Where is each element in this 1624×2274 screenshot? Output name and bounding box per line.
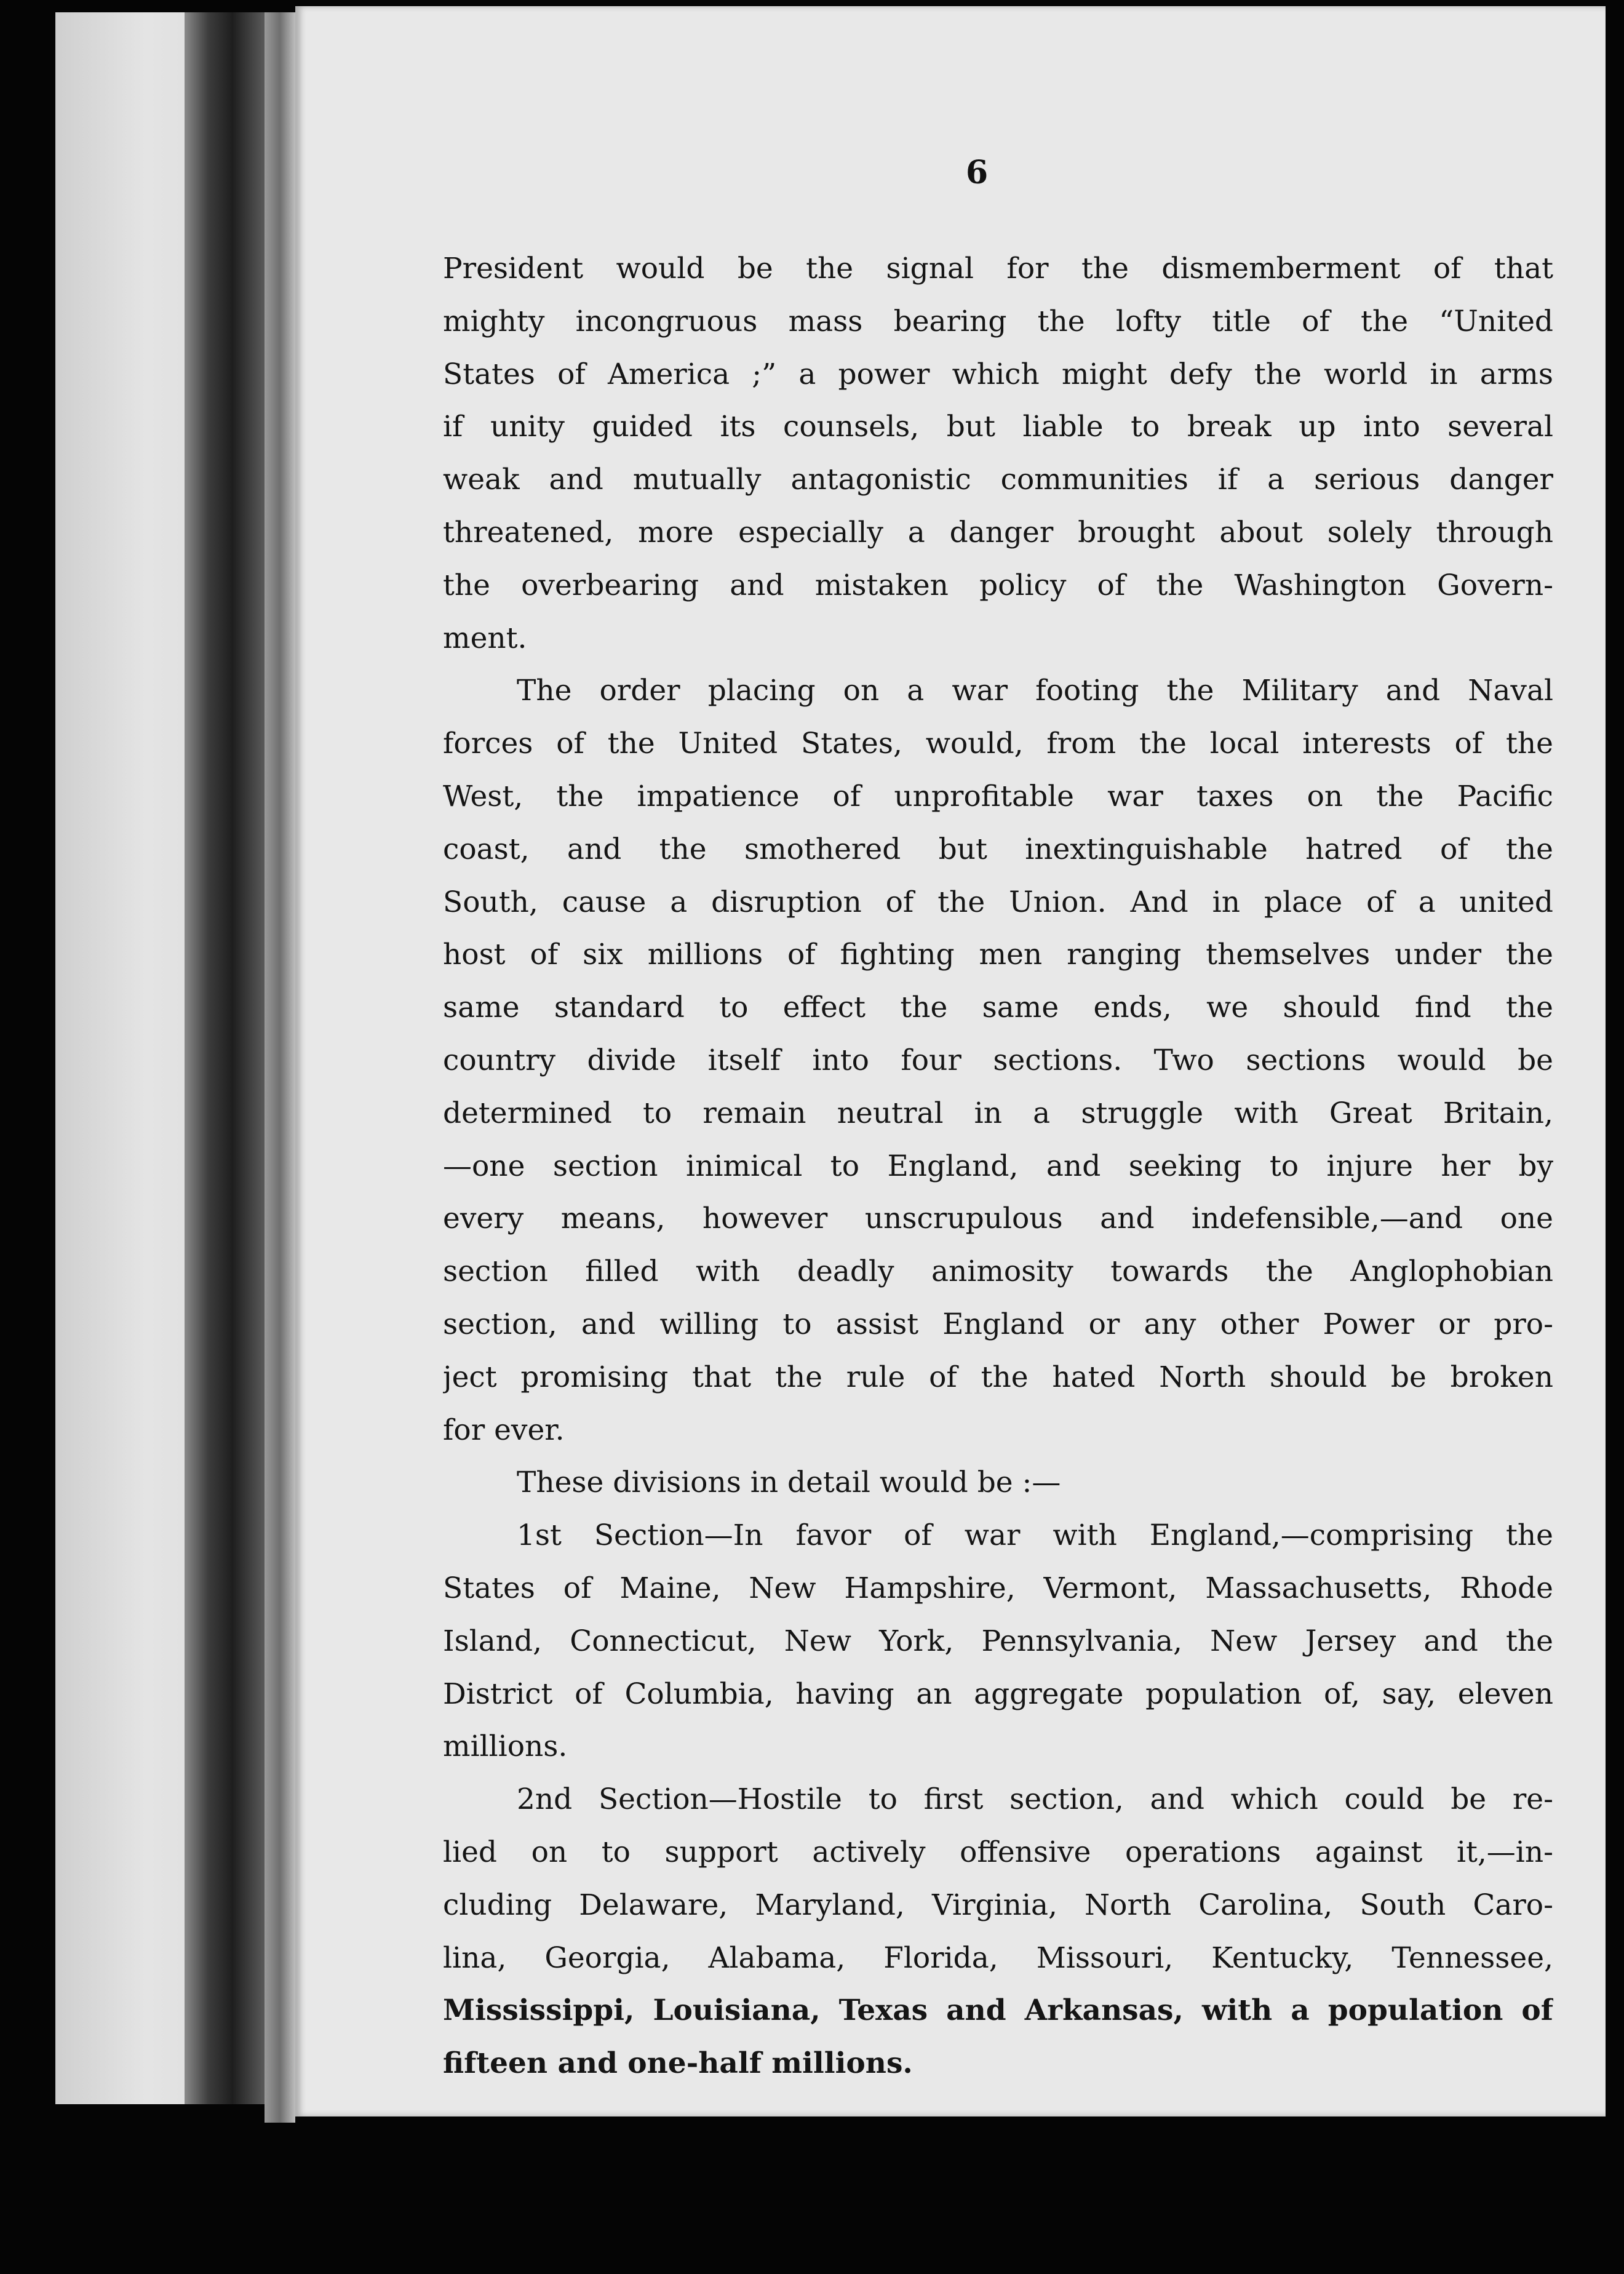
text-line: President would be the signal for the dismemberment of that [443,252,1553,285]
text-line: fifteen and one-half millions. [443,2046,913,2081]
text-line: Island, Connecticut, New York, Pennsylvania, New Jersey and the [443,1624,1553,1658]
text-line: cluding Delaware, Maryland, Virginia, North Carolina, South Caro- [443,1888,1553,1922]
text-line: millions. [443,1729,568,1764]
text-line: ject promising that the rule of the hated North should be broken [443,1360,1553,1394]
text-line: lied on to support actively offensive operations against it,—in- [443,1835,1553,1869]
text-line: South, cause a disruption of the Union. And in place of a united [443,885,1553,919]
text-line: for ever. [443,1413,565,1447]
book-binding [185,12,265,2104]
text-line: —one section inimical to England, and seeking to injure her by [443,1149,1553,1183]
text-line: section, and willing to assist England or any other Power or pro- [443,1307,1553,1341]
paragraph-start: These divisions in detail would be :— [517,1466,1061,1500]
text-line: determined to remain neutral in a struggle with Great Britain, [443,1096,1553,1130]
page-number: 6 [966,154,989,191]
text-line: forces of the United States, would, from the local interests of the [443,727,1553,761]
text-line: the overbearing and mistaken policy of the Washington Govern- [443,568,1553,602]
page-edges [265,12,295,2123]
paragraph-start: The order placing on a war footing the Military and Naval [517,674,1553,708]
text-line: ment. [443,621,527,655]
text-line: lina, Georgia, Alabama, Florida, Missouri, Kentucky, Tennessee, [443,1941,1553,1975]
body-text [443,242,1553,2090]
text-line: host of six millions of fighting men ranging themselves under the [443,938,1553,972]
text-line: coast, and the smothered but inextinguishable hatred of the [443,832,1553,866]
text-line: threatened, more especially a danger brought about solely through [443,515,1553,549]
paragraph-start: 1st Section—In favor of war with England,—comprising the [517,1518,1553,1553]
text-line: West, the impatience of unprofitable war taxes on the Pacific [443,779,1553,813]
text-line: if unity guided its counsels, but liable to break up into several [443,410,1553,444]
text-line: section filled with deadly animosity towards the Anglophobian [443,1255,1553,1289]
paragraph-start: 2nd Section—Hostile to first section, and which could be re- [517,1782,1553,1817]
text-line: same standard to effect the same ends, we should find the [443,991,1553,1025]
text-line: District of Columbia, having an aggregate population of, say, eleven [443,1677,1553,1711]
text-line: mighty incongruous mass bearing the lofty title of the “United [443,304,1553,338]
text-line: States of America ;” a power which might defy the world in arms [443,357,1553,391]
text-line: country divide itself into four sections. Two sections would be [443,1043,1553,1077]
text-line: Mississippi, Louisiana, Texas and Arkansas, with a population of [443,1993,1553,2028]
text-line: every means, however unscrupulous and indefensible,—and one [443,1202,1553,1236]
text-line: States of Maine, New Hampshire, Vermont, Massachusetts, Rhode [443,1571,1553,1605]
text-line: weak and mutually antagonistic communities if a serious danger [443,463,1553,497]
